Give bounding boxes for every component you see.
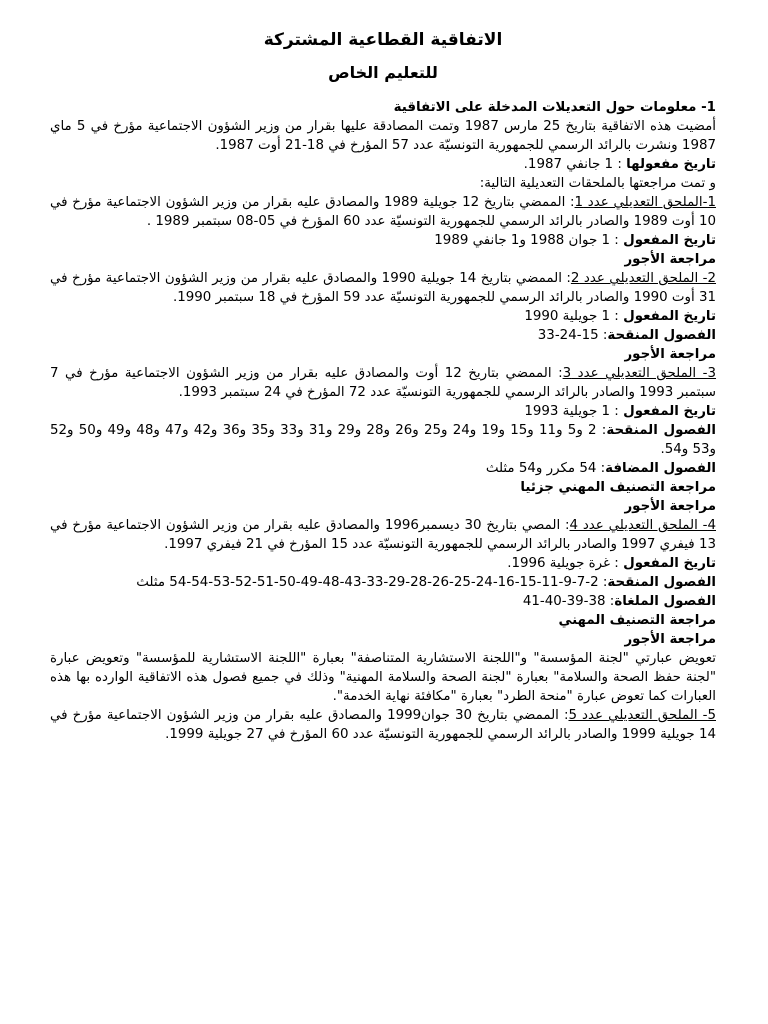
document-subtitle: للتعليم الخاص bbox=[328, 63, 438, 82]
paragraph-text: : 1 جوان 1988 و1 جانفي 1989 bbox=[434, 233, 624, 248]
paragraph-text: مراجعة التصنيف المهني جزئيا bbox=[520, 480, 716, 495]
paragraph-text: : الممضي بتاريخ 12 جويلية 1989 والمصادق عليه بقرار من وزير الشؤون الاجتماعية مؤرخ في 10 أوت 1989 والصادر بالرائد الرسمي للجمهورية التونسيّة عدد 60 المؤرخ في 05-08 سبتمبر 1989 . bbox=[50, 195, 716, 229]
paragraph-text: : 2-7-9-11-15-16-24-25-26-28-29-33-43-48-49-50-51-52-53-54-54 مثلث bbox=[136, 575, 608, 590]
paragraph bbox=[50, 250, 716, 269]
paragraph-text: : 2 و5 و11 و15 و19 و24 و25 و26 و28 و29 و31 و33 و35 و36 و42 و47 و48 و49 و50 و52 و53 و54. bbox=[50, 423, 716, 457]
paragraph-text: : 38-39-40-41 bbox=[522, 594, 615, 609]
paragraph-text: : الممضي بتاريخ 12 أوت والمصادق عليه بقرار من وزير الشؤون الاجتماعية مؤرخ في 7 سبتمبر 1993 والصادر بالرائد الرسمي للجمهورية التونسيّة عدد 72 المؤرخ في 24 سبتمبر 1993. bbox=[50, 366, 716, 400]
paragraph bbox=[50, 573, 716, 592]
amendment-heading: 2- الملحق التعديلي عدد 2 bbox=[570, 271, 717, 286]
paragraph bbox=[50, 592, 716, 611]
paragraph-text: : غرة جويلية 1996. bbox=[507, 556, 624, 571]
field-label: الفصول المنقحة bbox=[607, 575, 716, 590]
paragraph bbox=[50, 554, 716, 573]
document-title: الاتفاقية القطاعية المشتركة bbox=[263, 30, 503, 50]
paragraph-text: مراجعة الأجور bbox=[624, 632, 716, 647]
field-label: تاريخ مفعولها bbox=[626, 157, 716, 172]
paragraph bbox=[50, 516, 716, 554]
paragraph-text: تعويض عبارتي "لجنة المؤسسة" و"اللجنة الاستشارية المتناصفة" بعبارة "اللجنة الاستشارية للمؤسسة" وتعويض عبارة "لجنة حفظ الصحة والسلامة" بعبارة "لجنة الصحة والسلامة المهنية" وذلك في جميع فصول هذه الاتفاقية الوارده بها هذه العبارات كما تعوض عبارة "منحة الطرد" بعبارة "مكافئة نهاية الخدمة". bbox=[50, 651, 716, 704]
paragraph-text: : 1 جانفي 1987. bbox=[523, 157, 627, 172]
paragraph bbox=[50, 459, 716, 478]
paragraph-text: : المصي بتاريخ 30 ديسمبر1996 والمصادق عليه بقرار من وزير الشؤون الاجتماعية مؤرخ في 13 فيفري 1997 والصادر بالرائد الرسمي للجمهورية التونسيّة عدد 15 المؤرخ في 21 فيفري 1997. bbox=[50, 518, 716, 552]
paragraph-text: : 1 جويلية 1993 bbox=[524, 404, 624, 419]
paragraph bbox=[50, 364, 716, 402]
paragraph bbox=[50, 706, 716, 744]
paragraph bbox=[50, 269, 716, 307]
document-body bbox=[50, 98, 716, 744]
field-label: تاريخ المفعول bbox=[623, 233, 716, 248]
paragraph bbox=[50, 174, 716, 193]
paragraph-text: : 1 جويلية 1990 bbox=[524, 309, 624, 324]
paragraph bbox=[50, 98, 716, 117]
paragraph bbox=[50, 478, 716, 497]
paragraph bbox=[50, 231, 716, 250]
paragraph-text: : 15-24-33 bbox=[537, 328, 608, 343]
amendment-heading: 5- الملحق التعديلي عدد 5 bbox=[568, 708, 716, 723]
amendment-heading: 4- الملحق التعديلي عدد 4 bbox=[569, 518, 716, 533]
paragraph-text: مراجعة التصنيف المهني bbox=[558, 613, 716, 628]
paragraph bbox=[50, 497, 716, 516]
paragraph-text: و تمت مراجعتها بالملحقات التعديلية التالية: bbox=[479, 176, 716, 191]
paragraph bbox=[50, 630, 716, 649]
paragraph-text: : الممضي بتاريخ 14 جويلية 1990 والمصادق عليه بقرار من وزير الشؤون الاجتماعية مؤرخ في 31 أوت 1990 والصادر بالرائد الرسمي للجمهورية التونسيّة عدد 59 المؤرخ في 18 سبتمبر 1990. bbox=[50, 271, 716, 305]
paragraph bbox=[50, 193, 716, 231]
paragraph-text: مراجعة الأجور bbox=[624, 347, 716, 362]
field-label: الفصول الملغاة bbox=[614, 594, 716, 609]
field-label: تاريخ المفعول bbox=[623, 404, 716, 419]
paragraph bbox=[50, 345, 716, 364]
paragraph-text: 1- معلومات حول التعديلات المدخلة على الاتفاقية bbox=[393, 100, 716, 115]
paragraph bbox=[50, 155, 716, 174]
paragraph-text: : 54 مكرر و54 مثلث bbox=[485, 461, 606, 476]
paragraph bbox=[50, 611, 716, 630]
paragraph-text: مراجعة الأجور bbox=[624, 252, 716, 267]
paragraph-text: مراجعة الأجور bbox=[624, 499, 716, 514]
paragraph bbox=[50, 402, 716, 421]
field-label: الفصول المضافة bbox=[605, 461, 716, 476]
paragraph bbox=[50, 307, 716, 326]
paragraph-text: أمضيت هذه الاتفاقية بتاريخ 25 مارس 1987 وتمت المصادقة عليها بقرار من وزير الشؤون الاجتماعية مؤرخ في 5 ماي 1987 ونشرت بالرائد الرسمي للجمهورية التونسيّة عدد 57 المؤرخ في 18-21 أوت 1987. bbox=[50, 119, 717, 153]
amendment-heading: 3- الملحق التعديلي عدد 3 bbox=[562, 366, 717, 381]
paragraph-text: : الممضي بتاريخ 30 جوان1999 والمصادق عليه بقرار من وزير الشؤون الاجتماعية مؤرخ في 14 جويلية 1999 والصادر بالرائد الرسمي للجمهورية التونسيّة عدد 60 المؤرخ في 27 جويلية 1999. bbox=[50, 708, 716, 742]
amendment-heading: 1-الملحق التعديلي عدد 1 bbox=[574, 195, 716, 210]
paragraph bbox=[50, 649, 716, 706]
field-label: تاريخ المفعول bbox=[623, 309, 716, 324]
field-label: تاريخ المفعول bbox=[623, 556, 716, 571]
field-label: الفصول المنقحة bbox=[607, 328, 716, 343]
paragraph bbox=[50, 326, 716, 345]
field-label: الفصول المنقحة bbox=[606, 423, 716, 438]
paragraph bbox=[50, 117, 716, 155]
paragraph bbox=[50, 421, 716, 459]
